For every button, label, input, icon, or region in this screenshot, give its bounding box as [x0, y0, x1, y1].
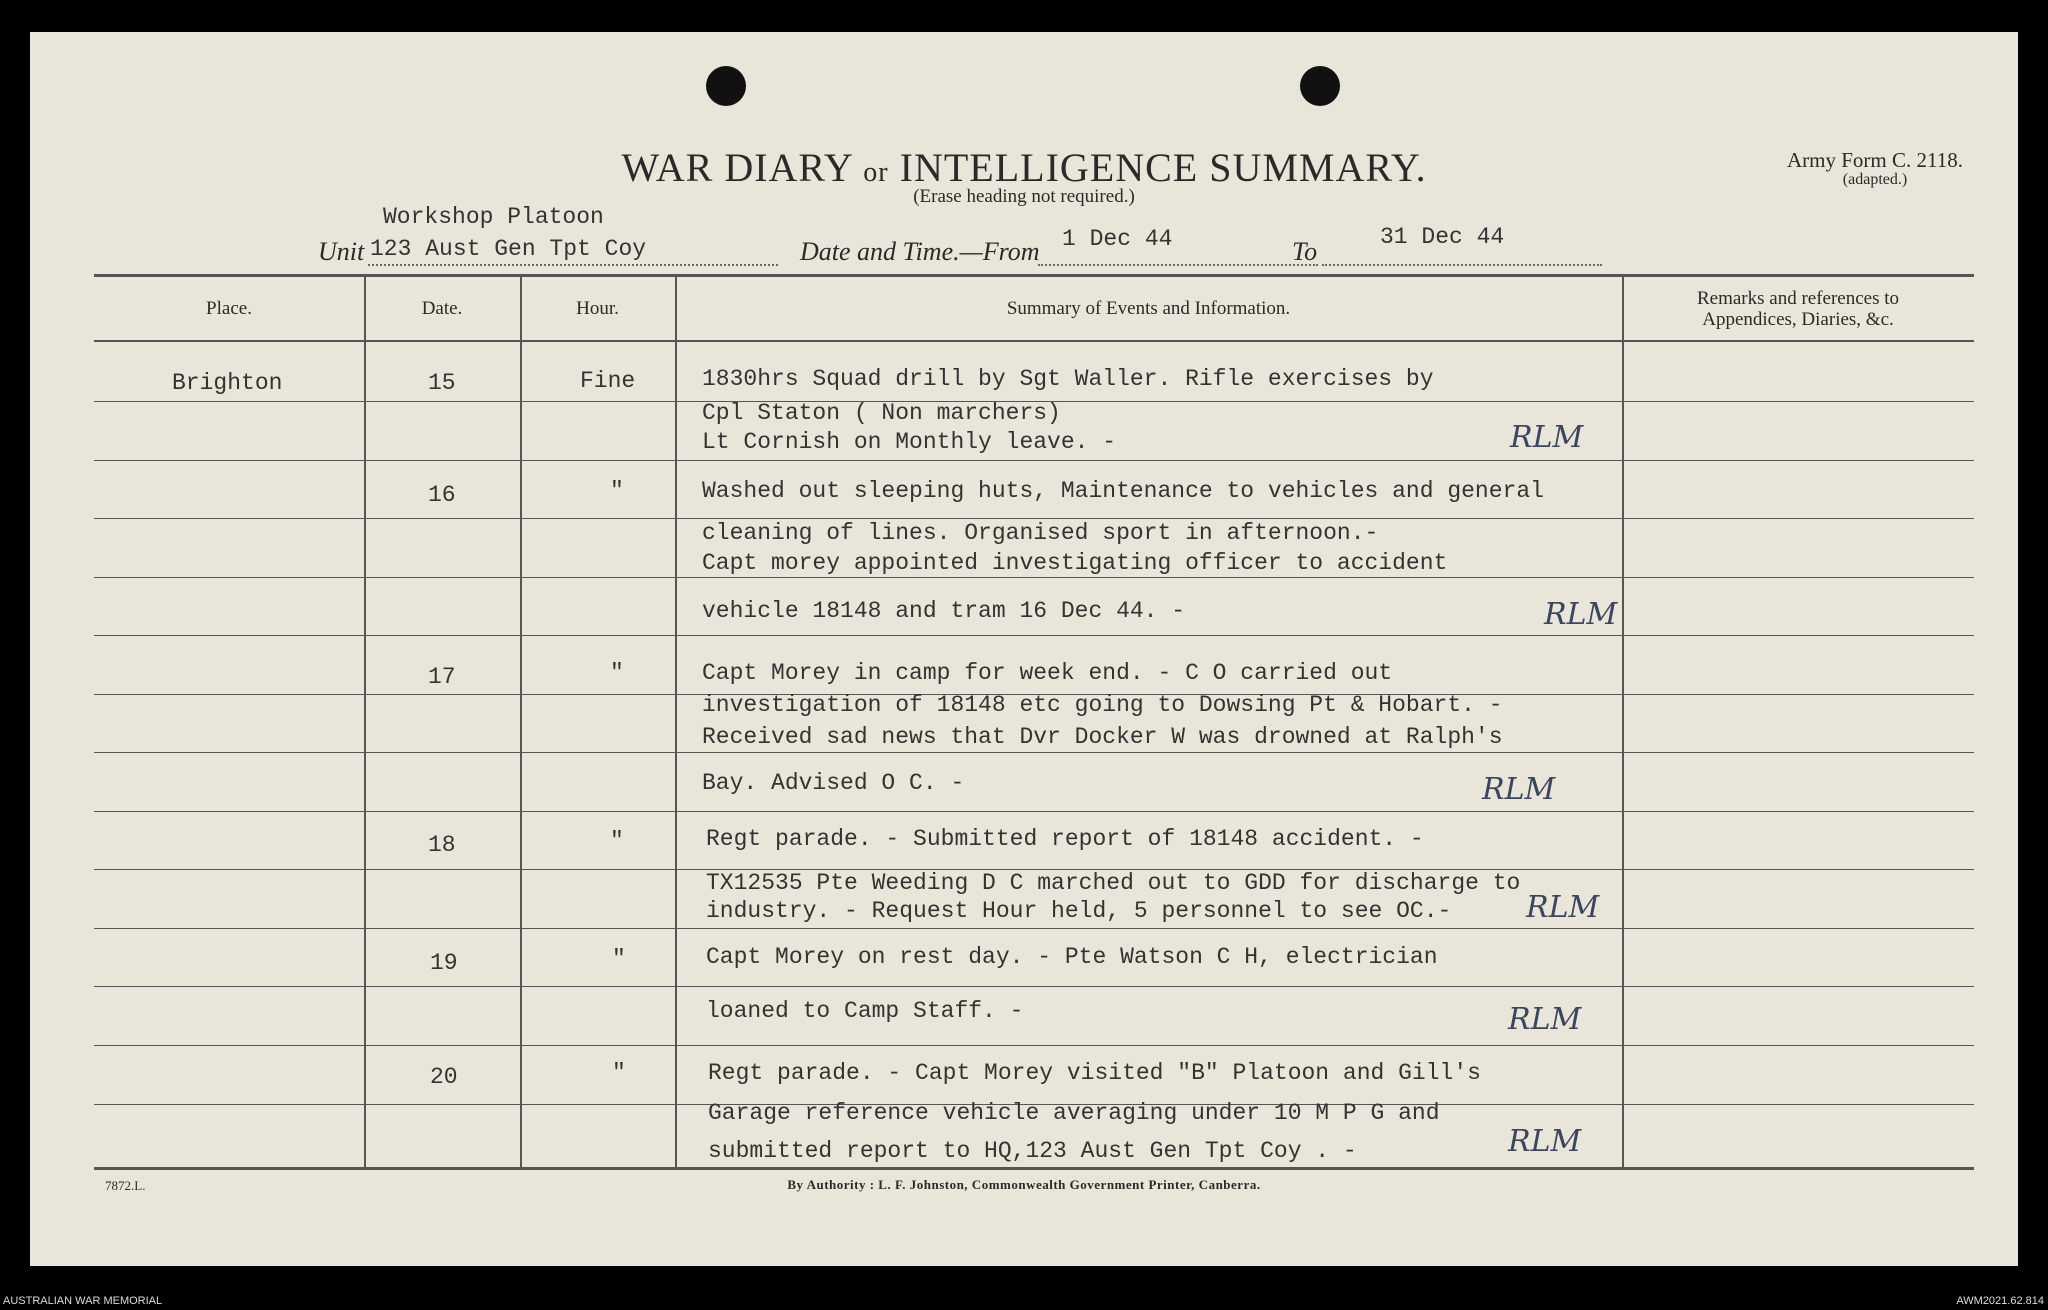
- entry-date: 19: [430, 950, 458, 976]
- unit-line-1: Workshop Platoon: [383, 204, 604, 230]
- diary-page: [30, 32, 2018, 1266]
- column-header-summary: Summary of Events and Information.: [1006, 298, 1291, 319]
- erase-note: (Erase heading not required.): [913, 186, 1135, 207]
- entry-line: vehicle 18148 and tram 16 Dec 44. -: [702, 598, 1186, 624]
- column-header-hour: Hour.: [576, 298, 619, 319]
- entry-line: submitted report to HQ,123 Aust Gen Tpt Coy . -: [708, 1138, 1357, 1164]
- remarks-header-line-1: Remarks and references to: [1696, 288, 1900, 309]
- image-caption-left: AUSTRALIAN WAR MEMORIAL: [3, 1295, 163, 1307]
- ruled-line: [94, 577, 1974, 578]
- ruled-line: [94, 928, 1974, 929]
- entry-hour: ": [610, 660, 624, 686]
- handwritten-initials: RLM: [1508, 1002, 1582, 1037]
- date-from-label: Date and Time.—From: [800, 237, 1040, 266]
- entry-place: Brighton: [172, 370, 283, 396]
- column-header-date: Date.: [421, 298, 463, 319]
- column-header-place: Place.: [206, 298, 252, 319]
- entry-line: investigation of 18148 etc going to Dowsing Pt & Hobart. -: [702, 692, 1503, 718]
- table-header-divider: [94, 340, 1974, 342]
- entry-line: Regt parade. - Submitted report of 18148 accident. -: [706, 826, 1424, 852]
- entry-line: Capt morey appointed investigating officer to accident: [702, 550, 1448, 576]
- entry-hour: Fine: [580, 368, 636, 394]
- handwritten-initials: RLM: [1482, 772, 1556, 807]
- army-form-label: [1765, 150, 1985, 190]
- date-to-label: To: [1292, 237, 1318, 266]
- ruled-line: [94, 752, 1974, 753]
- punch-hole-left: [706, 66, 746, 106]
- entry-line: Cpl Staton ( Non marchers): [702, 400, 1061, 426]
- form-number: 7872.L.: [105, 1178, 146, 1193]
- column-divider-3: [675, 274, 677, 1167]
- entry-line: Washed out sleeping huts, Maintenance to vehicles and general: [702, 478, 1544, 504]
- date-to-dotted-line: [1322, 264, 1602, 266]
- title-part-1: WAR DIARY: [621, 145, 853, 190]
- entry-hour: ": [612, 946, 626, 972]
- entry-date: 15: [428, 370, 456, 396]
- entry-line: industry. - Request Hour held, 5 personnel to see OC.-: [706, 898, 1452, 924]
- title-part-2: INTELLIGENCE SUMMARY.: [899, 145, 1427, 190]
- handwritten-initials: RLM: [1526, 890, 1600, 925]
- table-bottom-border: [94, 1167, 1974, 1170]
- column-divider-1: [364, 274, 366, 1167]
- entry-line: Received sad news that Dvr Docker W was drowned at Ralph's: [702, 724, 1503, 750]
- entry-line: Regt parade. - Capt Morey visited "B" Platoon and Gill's: [708, 1060, 1481, 1086]
- table-top-border: [94, 274, 1974, 277]
- entry-line: 1830hrs Squad drill by Sgt Waller. Rifle exercises by: [702, 366, 1434, 392]
- printer-authority: By Authority : L. F. Johnston, Commonwealth Government Printer, Canberra.: [787, 1177, 1261, 1192]
- ruled-line: [94, 518, 1974, 519]
- entry-hour: ": [610, 828, 624, 854]
- punch-hole-right: [1300, 66, 1340, 106]
- entry-date: 16: [428, 482, 456, 508]
- unit-label: Unit: [318, 237, 365, 266]
- entry-hour: ": [610, 478, 624, 504]
- ruled-line: [94, 1045, 1974, 1046]
- army-form-adapted: (adapted.): [1842, 171, 1908, 188]
- army-form-number: Army Form C. 2118.: [1787, 148, 1963, 172]
- entry-line: Capt Morey in camp for week end. - C O carried out: [702, 660, 1393, 686]
- entry-date: 17: [428, 664, 456, 690]
- ruled-line: [94, 811, 1974, 812]
- remarks-header-line-2: Appendices, Diaries, &c.: [1702, 309, 1894, 330]
- unit-line-2: 123 Aust Gen Tpt Coy: [370, 236, 647, 262]
- column-divider-2: [520, 274, 522, 1167]
- entry-line: Garage reference vehicle averaging under 10 M P G and: [708, 1100, 1440, 1126]
- entry-date: 18: [428, 832, 456, 858]
- image-caption-right: AWM2021.62.814: [1956, 1295, 2044, 1307]
- handwritten-initials: RLM: [1544, 597, 1618, 632]
- entry-line: Lt Cornish on Monthly leave. -: [702, 429, 1117, 455]
- entry-line: TX12535 Pte Weeding D C marched out to GDD for discharge to: [706, 870, 1521, 896]
- entry-hour: ": [612, 1060, 626, 1086]
- ruled-line: [94, 635, 1974, 636]
- page-title: [30, 144, 2018, 191]
- ruled-line: [94, 986, 1974, 987]
- entry-line: Capt Morey on rest day. - Pte Watson C H, electrician: [706, 944, 1438, 970]
- column-header-remarks: [1622, 288, 1974, 330]
- entry-date: 20: [430, 1064, 458, 1090]
- column-divider-4: [1622, 274, 1624, 1167]
- ruled-line: [94, 460, 1974, 461]
- entry-line: Bay. Advised O C. -: [702, 770, 965, 796]
- handwritten-initials: RLM: [1510, 420, 1584, 455]
- date-from-dotted-line: [1038, 264, 1318, 266]
- entry-line: loaned to Camp Staff. -: [706, 998, 1024, 1024]
- date-from-value: 1 Dec 44: [1062, 226, 1173, 252]
- entry-line: cleaning of lines. Organised sport in afternoon.-: [702, 520, 1379, 546]
- unit-dotted-line: [368, 264, 778, 266]
- handwritten-initials: RLM: [1508, 1124, 1582, 1159]
- title-or: or: [863, 157, 889, 188]
- date-to-value: 31 Dec 44: [1380, 224, 1505, 250]
